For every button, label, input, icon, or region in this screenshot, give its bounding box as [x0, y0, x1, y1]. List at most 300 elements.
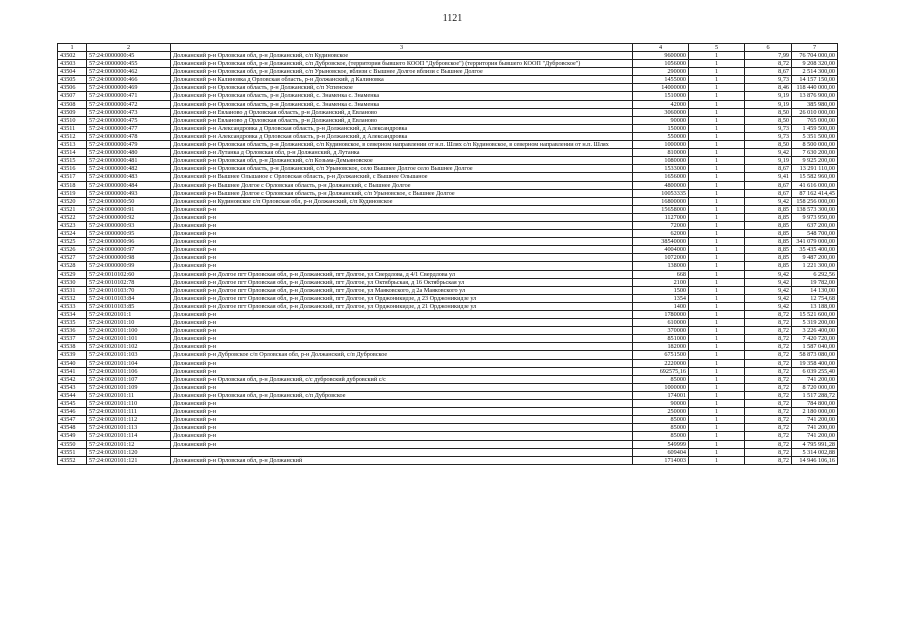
location-description: Должанский р-н [171, 367, 633, 375]
cadastral-number: 57:24:0020101:1 [87, 311, 171, 319]
share-value: 1 [689, 327, 745, 335]
share-value: 1 [689, 311, 745, 319]
location-description: Должанский р-н Орловская обл, р-н Должанский [171, 456, 633, 464]
cadastral-value: 8 720 000,00 [792, 383, 838, 391]
cadastral-value: 1 459 500,00 [792, 124, 838, 132]
cadastral-value: 14 130,00 [792, 286, 838, 294]
cadastral-number: 57:24:0020101:103 [87, 351, 171, 359]
location-description: Должанский р-н Орловская обл, р-н Должанский, с/п Кудиновское [171, 52, 633, 60]
cadastral-number: 57:24:0000000:493 [87, 189, 171, 197]
area-value: 1072000 [633, 254, 689, 262]
cadastral-number: 57:24:0000000:471 [87, 92, 171, 100]
table-row [58, 238, 838, 246]
row-number: 43534 [58, 311, 87, 319]
location-description: Должанский р-н Орловская обл, р-н Должанский, с/п Дубровское, (территория бывшего КООП "Дубровское") (территория бывшего КООП "Дубровское") [171, 60, 633, 68]
area-value: 1780000 [633, 311, 689, 319]
cadastral-number: 57:24:0020101:101 [87, 335, 171, 343]
location-description: Должанский р-н Вышнее Долгое с Орловская область, р-н Должанский, с/п Урыновское, с Вышнее Долгое [171, 189, 633, 197]
area-value: 10053335 [633, 189, 689, 197]
table-row [58, 440, 838, 448]
area-value: 1056000 [633, 60, 689, 68]
location-description: Должанский р-н [171, 262, 633, 270]
share-value: 1 [689, 238, 745, 246]
location-description: Должанский р-н Александровка д Орловская область, р-н Должанский, д Александровка [171, 132, 633, 140]
table-row [58, 391, 838, 399]
table-row [58, 424, 838, 432]
row-number: 43533 [58, 302, 87, 310]
table-row [58, 189, 838, 197]
table-row [58, 456, 838, 464]
cadastral-value: 14 946 106,16 [792, 456, 838, 464]
rate-value: 8,50 [745, 108, 792, 116]
cadastral-value: 5 319 200,00 [792, 319, 838, 327]
location-description: Должанский р-н Орловская область, р-н Должанский, с/п Успенское [171, 84, 633, 92]
table-row [58, 100, 838, 108]
location-description: Должанский р-н Кудиновское с/п Орловская обл, р-н Должанский, с/п Кудиновское [171, 197, 633, 205]
area-value: 6751500 [633, 351, 689, 359]
cadastral-number: 57:24:0000000:45 [87, 52, 171, 60]
share-value: 1 [689, 383, 745, 391]
rate-value: 8,72 [745, 335, 792, 343]
area-value: 1714003 [633, 456, 689, 464]
table-row [58, 416, 838, 424]
cadastral-number: 57:24:0000000:462 [87, 68, 171, 76]
rate-value: 8,72 [745, 351, 792, 359]
row-number: 43517 [58, 173, 87, 181]
row-number: 43551 [58, 448, 87, 456]
rate-value: 9,42 [745, 302, 792, 310]
row-number: 43524 [58, 230, 87, 238]
table-row [58, 68, 838, 76]
cadastral-number: 57:24:0010103:85 [87, 302, 171, 310]
area-value: 174001 [633, 391, 689, 399]
table-row [58, 76, 838, 84]
cadastral-number: 57:24:0000000:92 [87, 213, 171, 221]
rate-value: 8,72 [745, 311, 792, 319]
rate-value: 8,72 [745, 383, 792, 391]
area-value: 62000 [633, 230, 689, 238]
row-number: 43513 [58, 141, 87, 149]
row-number: 43550 [58, 440, 87, 448]
location-description: Должанский р-н Орловская область, р-н Должанский, с. Знаменка с. Знаменка [171, 92, 633, 100]
area-value: 668 [633, 270, 689, 278]
share-value: 1 [689, 197, 745, 205]
row-number: 43523 [58, 221, 87, 229]
rate-value: 8,72 [745, 448, 792, 456]
cadastral-value: 13 876 900,00 [792, 92, 838, 100]
rate-value: 8,67 [745, 165, 792, 173]
share-value: 1 [689, 391, 745, 399]
table-row [58, 383, 838, 391]
share-value: 1 [689, 448, 745, 456]
area-value: 90000 [633, 116, 689, 124]
cadastral-value: 385 980,00 [792, 100, 838, 108]
rate-value: 8,72 [745, 327, 792, 335]
cadastral-number: 57:24:0000000:477 [87, 124, 171, 132]
table-row [58, 375, 838, 383]
rate-value: 9,73 [745, 124, 792, 132]
share-value: 1 [689, 408, 745, 416]
row-number: 43525 [58, 238, 87, 246]
table-row [58, 286, 838, 294]
cadastral-number: 57:24:0020101:12 [87, 440, 171, 448]
share-value: 1 [689, 278, 745, 286]
row-number: 43514 [58, 149, 87, 157]
rate-value: 8,72 [745, 456, 792, 464]
share-value: 1 [689, 108, 745, 116]
share-value: 1 [689, 116, 745, 124]
row-number: 43507 [58, 92, 87, 100]
location-description: Должанский р-н [171, 416, 633, 424]
share-value: 1 [689, 149, 745, 157]
cadastral-number: 57:24:0000000:469 [87, 84, 171, 92]
share-value: 1 [689, 132, 745, 140]
area-value: 610000 [633, 319, 689, 327]
row-number: 43545 [58, 400, 87, 408]
row-number: 43503 [58, 60, 87, 68]
cadastral-value: 784 800,00 [792, 400, 838, 408]
row-number: 43510 [58, 116, 87, 124]
cadastral-value: 76 704 000,00 [792, 52, 838, 60]
area-value: 9600000 [633, 52, 689, 60]
table-row [58, 60, 838, 68]
location-description: Должанский р-н Орловская обл, р-н Должанский, с/с дубровский дубровский с/с [171, 375, 633, 383]
table-row [58, 367, 838, 375]
row-number: 43519 [58, 189, 87, 197]
row-number: 43504 [58, 68, 87, 76]
table-row [58, 181, 838, 189]
share-value: 1 [689, 173, 745, 181]
rate-value: 9,19 [745, 92, 792, 100]
location-description: Должанский р-н Евланово д Орловская область, р-н Должанский, д Евланово [171, 108, 633, 116]
column-header: 5 [689, 44, 745, 52]
cadastral-number: 57:24:0010102:78 [87, 278, 171, 286]
row-number: 43540 [58, 359, 87, 367]
header-row [58, 44, 838, 52]
share-value: 1 [689, 230, 745, 238]
location-description: Должанский р-н [171, 400, 633, 408]
location-description: Должанский р-н [171, 213, 633, 221]
location-description: Должанский р-н Орловская обл, р-н Должанский, с/п Урыновское, вблизи с Вышнее Долгое вблизи с Вышнее Долгое [171, 68, 633, 76]
cadastral-number: 57:24:0000000:483 [87, 173, 171, 181]
location-description: Должанский р-н [171, 319, 633, 327]
cadastral-value: 19 782,00 [792, 278, 838, 286]
share-value: 1 [689, 165, 745, 173]
rate-value: 8,85 [745, 246, 792, 254]
cadastral-number: 57:24:0020101:107 [87, 375, 171, 383]
cadastral-value: 1 517 288,72 [792, 391, 838, 399]
cadastral-value: 765 000,00 [792, 116, 838, 124]
cadastral-number: 57:24:0000000:482 [87, 165, 171, 173]
row-number: 43543 [58, 383, 87, 391]
cadastral-value: 6 039 255,40 [792, 367, 838, 375]
location-description: Должанский р-н Александровка д Орловская область, р-н Должанский, д Александровка [171, 124, 633, 132]
rate-value: 8,85 [745, 230, 792, 238]
rate-value: 8,85 [745, 213, 792, 221]
share-value: 1 [689, 351, 745, 359]
share-value: 1 [689, 440, 745, 448]
rate-value: 9,42 [745, 149, 792, 157]
location-description: Должанский р-н [171, 432, 633, 440]
cadastral-value: 87 162 414,45 [792, 189, 838, 197]
area-value: 85000 [633, 424, 689, 432]
area-value: 549999 [633, 440, 689, 448]
row-number: 43516 [58, 165, 87, 173]
area-value: 3060000 [633, 108, 689, 116]
table-row [58, 319, 838, 327]
cadastral-number: 57:24:0020101:104 [87, 359, 171, 367]
location-description: Должанский р-н Евланово д Орловская область, р-н Должанский, д Евланово [171, 116, 633, 124]
table-row [58, 327, 838, 335]
column-header: 6 [745, 44, 792, 52]
location-description: Должанский р-н [171, 440, 633, 448]
registry-table [57, 43, 838, 465]
table-row [58, 302, 838, 310]
location-description: Должанский р-н [171, 311, 633, 319]
area-value: 182000 [633, 343, 689, 351]
share-value: 1 [689, 141, 745, 149]
row-number: 43532 [58, 294, 87, 302]
location-description: Должанский р-н Вышнее Ольшаное с Орловская область, р-н Должанский, с Вышнее Ольшаное [171, 173, 633, 181]
rate-value: 9,73 [745, 132, 792, 140]
location-description: Должанский р-н Вышнее Долгое с Орловская область, р-н Должанский, с Вышнее Долгое [171, 181, 633, 189]
location-description: Должанский р-н [171, 246, 633, 254]
area-value: 810000 [633, 149, 689, 157]
table-body [58, 52, 838, 465]
area-value: 1080000 [633, 157, 689, 165]
location-description: Должанский р-н [171, 359, 633, 367]
row-number: 43521 [58, 205, 87, 213]
cadastral-value: 13 291 110,00 [792, 165, 838, 173]
cadastral-value: 26 010 000,00 [792, 108, 838, 116]
area-value: 692575,16 [633, 367, 689, 375]
cadastral-value: 41 616 000,00 [792, 181, 838, 189]
row-number: 43542 [58, 375, 87, 383]
share-value: 1 [689, 432, 745, 440]
page-number: 1121 [442, 13, 463, 24]
cadastral-number: 57:24:0000000:97 [87, 246, 171, 254]
share-value: 1 [689, 367, 745, 375]
cadastral-value: 15 582 960,00 [792, 173, 838, 181]
cadastral-value: 637 200,00 [792, 221, 838, 229]
cadastral-number: 57:24:0000000:475 [87, 116, 171, 124]
rate-value: 8,72 [745, 60, 792, 68]
row-number: 43536 [58, 327, 87, 335]
table-row [58, 92, 838, 100]
location-description: Должанский р-н [171, 327, 633, 335]
share-value: 1 [689, 100, 745, 108]
share-value: 1 [689, 254, 745, 262]
row-number: 43549 [58, 432, 87, 440]
rate-value: 8,85 [745, 205, 792, 213]
table-row [58, 173, 838, 181]
area-value: 851000 [633, 335, 689, 343]
row-number: 43515 [58, 157, 87, 165]
table-row [58, 165, 838, 173]
cadastral-number: 57:24:0000000:95 [87, 230, 171, 238]
table-row [58, 246, 838, 254]
share-value: 1 [689, 92, 745, 100]
cadastral-value: 1 587 040,00 [792, 343, 838, 351]
cadastral-number: 57:24:0020101:112 [87, 416, 171, 424]
rate-value: 8,72 [745, 432, 792, 440]
rate-value: 9,42 [745, 286, 792, 294]
row-number: 43529 [58, 270, 87, 278]
share-value: 1 [689, 359, 745, 367]
table-row [58, 149, 838, 157]
share-value: 1 [689, 60, 745, 68]
location-description: Должанский р-н Орловская обл, р-н Должанский, с/п Дубровское [171, 391, 633, 399]
cadastral-value: 741 200,00 [792, 375, 838, 383]
cadastral-number: 57:24:0020101:121 [87, 456, 171, 464]
location-description: Должанский р-н Дубровское с/п Орловская обл, р-н Должанский, с/п Дубровское [171, 351, 633, 359]
cadastral-number: 57:24:0020101:102 [87, 343, 171, 351]
column-header: 1 [58, 44, 87, 52]
row-number: 43547 [58, 416, 87, 424]
column-header: 4 [633, 44, 689, 52]
area-value: 2220000 [633, 359, 689, 367]
cadastral-value: 138 573 300,00 [792, 205, 838, 213]
cadastral-value: 58 873 080,00 [792, 351, 838, 359]
row-number: 43539 [58, 351, 87, 359]
share-value: 1 [689, 246, 745, 254]
cadastral-number: 57:24:0010103:84 [87, 294, 171, 302]
area-value: 72000 [633, 221, 689, 229]
rate-value: 9,42 [745, 278, 792, 286]
table-row [58, 205, 838, 213]
row-number: 43520 [58, 197, 87, 205]
share-value: 1 [689, 319, 745, 327]
area-value: 1455000 [633, 76, 689, 84]
cadastral-value: 9 973 950,00 [792, 213, 838, 221]
cadastral-value: 35 435 400,00 [792, 246, 838, 254]
rate-value: 8,85 [745, 254, 792, 262]
row-number: 43548 [58, 424, 87, 432]
location-description: Должанский р-н [171, 221, 633, 229]
rate-value: 8,50 [745, 141, 792, 149]
row-number: 43518 [58, 181, 87, 189]
cadastral-number: 57:24:0020101:120 [87, 448, 171, 456]
cadastral-value: 741 200,00 [792, 432, 838, 440]
rate-value: 9,19 [745, 100, 792, 108]
share-value: 1 [689, 84, 745, 92]
rate-value: 7,99 [745, 52, 792, 60]
table-row [58, 262, 838, 270]
area-value: 42000 [633, 100, 689, 108]
row-number: 43512 [58, 132, 87, 140]
row-number: 43552 [58, 456, 87, 464]
table-row [58, 213, 838, 221]
rate-value: 8,72 [745, 359, 792, 367]
share-value: 1 [689, 181, 745, 189]
rate-value: 8,72 [745, 400, 792, 408]
location-description: Должанский р-н Долгое пгт Орловская обл, р-н Должанский, пгт Долгое, ул Свердлова, д 4/1 Свердлова ул [171, 270, 633, 278]
area-value: 1500 [633, 286, 689, 294]
area-value: 85000 [633, 375, 689, 383]
table-row [58, 270, 838, 278]
rate-value: 8,72 [745, 408, 792, 416]
row-number: 43537 [58, 335, 87, 343]
cadastral-value: 5 314 002,88 [792, 448, 838, 456]
table-row [58, 84, 838, 92]
rate-value: 8,72 [745, 424, 792, 432]
location-description: Должанский р-н [171, 238, 633, 246]
cadastral-value: 548 700,00 [792, 230, 838, 238]
area-value: 290000 [633, 68, 689, 76]
cadastral-value: 2 180 000,00 [792, 408, 838, 416]
cadastral-value: 15 521 600,00 [792, 311, 838, 319]
share-value: 1 [689, 270, 745, 278]
rate-value: 8,50 [745, 116, 792, 124]
cadastral-value: 5 351 500,00 [792, 132, 838, 140]
rate-value: 8,72 [745, 319, 792, 327]
cadastral-number: 57:24:0000000:473 [87, 108, 171, 116]
share-value: 1 [689, 416, 745, 424]
cadastral-value: 341 079 000,00 [792, 238, 838, 246]
share-value: 1 [689, 205, 745, 213]
table-row [58, 359, 838, 367]
table-row [58, 432, 838, 440]
row-number: 43544 [58, 391, 87, 399]
area-value: 550000 [633, 132, 689, 140]
location-description: Должанский р-н Долгое пгт Орловская обл, р-н Должанский, пгт Долгое, ул Маяковского, д 2а Маяковского ул [171, 286, 633, 294]
share-value: 1 [689, 157, 745, 165]
location-description: Должанский р-н Долгое пгт Орловская обл, р-н Должанский, пгт Долгое, ул Октябрьская, д 16 Октябрьская ул [171, 278, 633, 286]
rate-value: 9,42 [745, 294, 792, 302]
cadastral-value: 6 292,56 [792, 270, 838, 278]
cadastral-number: 57:24:0000000:480 [87, 149, 171, 157]
table-row [58, 141, 838, 149]
share-value: 1 [689, 124, 745, 132]
row-number: 43522 [58, 213, 87, 221]
cadastral-number: 57:24:0020101:100 [87, 327, 171, 335]
area-value: 1127000 [633, 213, 689, 221]
table-row [58, 400, 838, 408]
location-description: Должанский р-н [171, 343, 633, 351]
cadastral-number: 57:24:0000000:96 [87, 238, 171, 246]
share-value: 1 [689, 189, 745, 197]
rate-value: 8,85 [745, 262, 792, 270]
cadastral-number: 57:24:0000000:50 [87, 197, 171, 205]
rate-value: 8,85 [745, 221, 792, 229]
share-value: 1 [689, 221, 745, 229]
cadastral-number: 57:24:0000000:466 [87, 76, 171, 84]
cadastral-number: 57:24:0020101:110 [87, 400, 171, 408]
area-value: 1656000 [633, 173, 689, 181]
table-row [58, 132, 838, 140]
row-number: 43509 [58, 108, 87, 116]
cadastral-value: 1 221 300,00 [792, 262, 838, 270]
location-description: Должанский р-н [171, 335, 633, 343]
cadastral-value: 741 200,00 [792, 424, 838, 432]
row-number: 43546 [58, 408, 87, 416]
area-value: 4004000 [633, 246, 689, 254]
cadastral-value: 9 925 200,00 [792, 157, 838, 165]
cadastral-value: 13 188,00 [792, 302, 838, 310]
rate-value: 9,42 [745, 270, 792, 278]
table-row [58, 108, 838, 116]
area-value: 138000 [633, 262, 689, 270]
row-number: 43527 [58, 254, 87, 262]
rate-value: 9,73 [745, 76, 792, 84]
share-value: 1 [689, 343, 745, 351]
column-header: 2 [87, 44, 171, 52]
area-value: 250000 [633, 408, 689, 416]
cadastral-value: 12 754,68 [792, 294, 838, 302]
table-row [58, 408, 838, 416]
rate-value: 8,67 [745, 68, 792, 76]
location-description: Должанский р-н [171, 383, 633, 391]
